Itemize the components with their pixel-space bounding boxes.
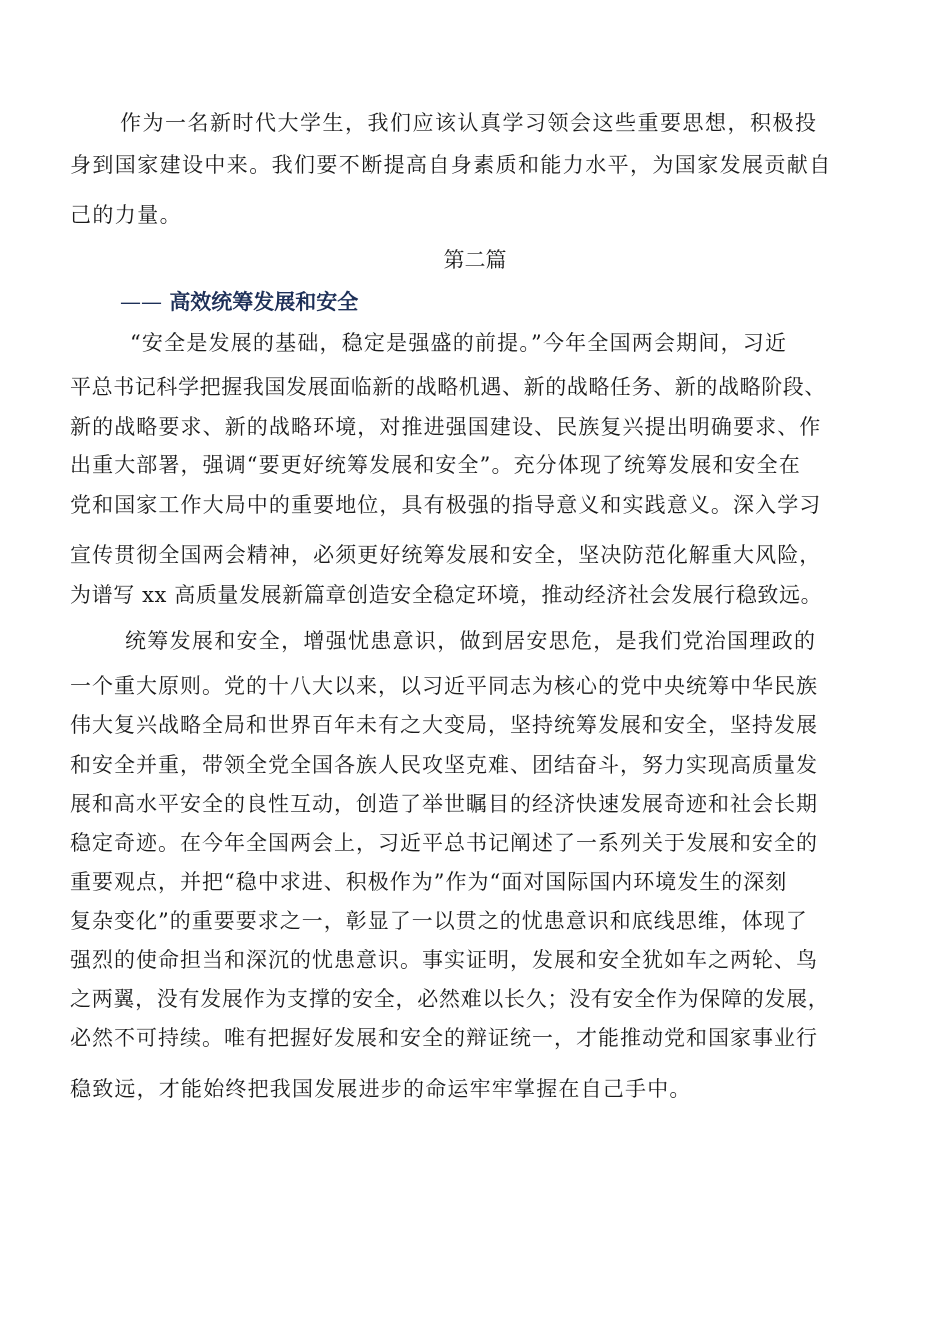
text-line: “安全是发展的基础，稳定是强盛的前提。”今年全国两会期间，习近: [130, 331, 788, 355]
text-line: 伟大复兴战略全局和世界百年未有之大变局，坚持统筹发展和安全，坚持发展: [70, 713, 818, 737]
section-subtitle: [120, 289, 358, 315]
subtitle-dash: ——: [120, 290, 162, 314]
text-line: 己的力量。: [70, 203, 182, 227]
text-line: 必然不可持续。唯有把握好发展和安全的辩证统一，才能推动党和国家事业行: [70, 1026, 818, 1050]
section-title: 第二篇: [443, 248, 507, 272]
text-line: 强烈的使命担当和深沉的忧患意识。事实证明，发展和安全犹如车之两轮、鸟: [70, 948, 818, 972]
text-line: 展和高水平安全的良性互动，创造了举世瞩目的经济快速发展奇迹和社会长期: [70, 792, 818, 816]
text-line: 平总书记科学把握我国发展面临新的战略机遇、新的战略任务、新的战略阶段、: [70, 375, 826, 399]
subtitle-text: 高效统筹发展和安全: [169, 289, 359, 314]
text-line: 稳定奇迹。在今年全国两会上，习近平总书记阐述了一系列关于发展和安全的: [70, 831, 818, 855]
text-line: 为谱写 xx 高质量发展新篇章创造安全稳定环境，推动经济社会发展行稳致远。: [70, 583, 823, 607]
text-line: 出重大部署，强调“要更好统筹发展和安全”。充分体现了统筹发展和安全在: [70, 453, 801, 477]
text-line: 作为一名新时代大学生，我们应该认真学习领会这些重要思想，积极投: [120, 111, 818, 135]
text-line: 之两翼，没有发展作为支撑的安全，必然难以长久；没有安全作为保障的发展，: [70, 987, 830, 1011]
text-line: 统筹发展和安全，增强忧患意识，做到居安思危，是我们党治国理政的: [125, 629, 817, 653]
text-line: 和安全并重，带领全党全国各族人民攻坚克难、团结奋斗，努力实现高质量发: [70, 753, 818, 777]
text-line: 新的战略要求、新的战略环境，对推进强国建设、民族复兴提出明确要求、作: [70, 415, 822, 439]
text-line: 稳致远，才能始终把我国发展进步的命运牢牢掌握在自己手中。: [70, 1077, 692, 1101]
text-line: 复杂变化”的重要要求之一，彰显了一以贯之的忧患意识和底线思维，体现了: [70, 909, 808, 933]
text-line: 重要观点，并把“稳中求进、积极作为”作为“面对国际国内环境发生的深刻: [70, 870, 788, 894]
text-line: 身到国家建设中来。我们要不断提高自身素质和能力水平，为国家发展贡献自: [70, 153, 832, 177]
text-line: 党和国家工作大局中的重要地位，具有极强的指导意义和实践意义。深入学习: [70, 493, 822, 517]
text-line: 一个重大原则。党的十八大以来，以习近平同志为核心的党中央统筹中华民族: [70, 674, 818, 698]
text-line: 宣传贯彻全国两会精神，必须更好统筹发展和安全，坚决防范化解重大风险，: [70, 543, 822, 567]
